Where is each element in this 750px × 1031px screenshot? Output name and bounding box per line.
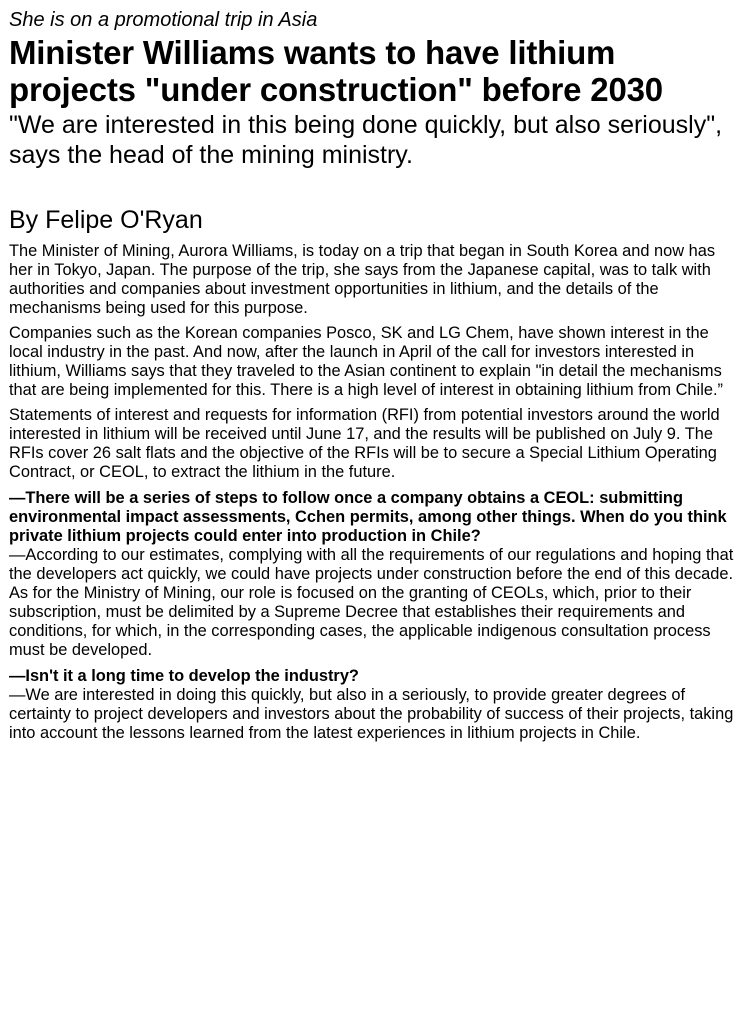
interview-block xyxy=(9,667,740,743)
article-paragraph: The Minister of Mining, Aurora Williams, is today on a trip that began in South Korea and now has her in Tokyo, Japan. The purpose of the trip, she says from the Japanese capital, was to talk with authorities and companies about investment opportunities in lithium, and the details of the mechanisms being used for this purpose. xyxy=(9,242,716,317)
article-kicker: She is on a promotional trip in Asia xyxy=(9,9,318,31)
interview-question: —There will be a series of steps to follow once a company obtains a CEOL: submitting environmental impact assessments, Cchen permits, among other things. When do you think private lithium projects could enter into production in Chile? xyxy=(9,489,727,545)
interview-block xyxy=(9,489,740,660)
article-paragraph: Statements of interest and requests for information (RFI) from potential investors around the world interested in lithium will be received until June 17, and the results will be published on July 9. The RFIs cover 26 salt flats and the objective of the RFIs will be to secure a Special Lithium Operating Contract, or CEOL, to extract the lithium in the future. xyxy=(9,406,720,481)
interview-question: —Isn't it a long time to develop the industry? xyxy=(9,667,359,685)
article-subtitle: "We are interested in this being done quickly, but also seriously", says the head of the mining ministry. xyxy=(9,111,723,169)
interview-answer: —According to our estimates, complying with all the requirements of our regulations and hoping that the developers act quickly, we could have projects under construction before the end of this decade. As for the Ministry of Mining, our role is focused on the granting of CEOLs, which, prior to their subscription, must be delimited by a Supreme Decree that establishes their requirements and conditions, for which, in the corresponding cases, the applicable indigenous consultation process must be developed. xyxy=(9,546,734,659)
article-byline: By Felipe O'Ryan xyxy=(9,206,203,234)
interview-answer: —We are interested in doing this quickly, but also in a seriously, to provide greater degrees of certainty to project developers and investors about the probability of success of their projects, taking into account the lessons learned from the latest experiences in lithium projects in Chile. xyxy=(9,686,734,742)
article-headline: Minister Williams wants to have lithium projects "under construction" before 2030 xyxy=(9,34,663,108)
article-paragraph: Companies such as the Korean companies Posco, SK and LG Chem, have shown interest in the local industry in the past. And now, after the launch in April of the call for investors interested in lithium, Williams says that they traveled to the Asian continent to explain "in detail the mechanisms that are being implemented for this. There is a high level of interest in obtaining lithium from Chile.” xyxy=(9,324,723,399)
